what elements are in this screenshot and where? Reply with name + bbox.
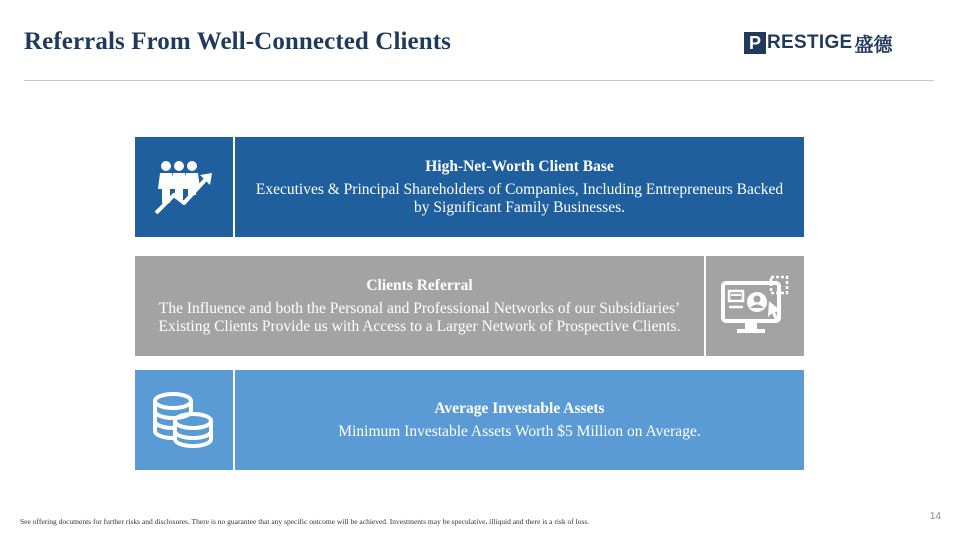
card-text: Executives & Principal Shareholders of Companies, Including Entrepreneurs Backed by Significant Family Businesses.: [255, 180, 784, 216]
card-investable-assets: [135, 370, 804, 470]
coins-icon: [135, 370, 235, 470]
card-clients-referral: [135, 256, 804, 356]
card-title: Clients Referral: [366, 276, 473, 294]
logo-text: RESTIGE: [767, 32, 853, 53]
people-growth-icon: [135, 137, 235, 237]
card-title: Average Investable Assets: [434, 399, 605, 417]
logo-initial: P: [744, 32, 766, 54]
title-divider: [24, 80, 934, 81]
slide-title: Referrals From Well-Connected Clients: [24, 28, 451, 55]
card-text: The Influence and both the Personal and Professional Networks of our Subsidiaries’ Existing Clients Provide us with Access to a Larger Network of Prospective Clients.: [158, 299, 681, 335]
monitor-profile-icon: [704, 256, 804, 356]
page-number: 14: [929, 511, 941, 522]
card-high-net-worth: [135, 137, 804, 237]
card-text: Minimum Investable Assets Worth $5 Million on Average.: [338, 422, 701, 440]
card-title: High-Net-Worth Client Base: [425, 157, 614, 175]
logo-chinese: 盛德: [854, 33, 893, 56]
disclaimer-text: See offering documents for further risks and disclosures. There is no guarantee that any specific outcome will be achieved. Investments may be speculative, illiquid and there is a risk of loss.: [20, 517, 590, 526]
prestige-logo: [744, 30, 893, 56]
